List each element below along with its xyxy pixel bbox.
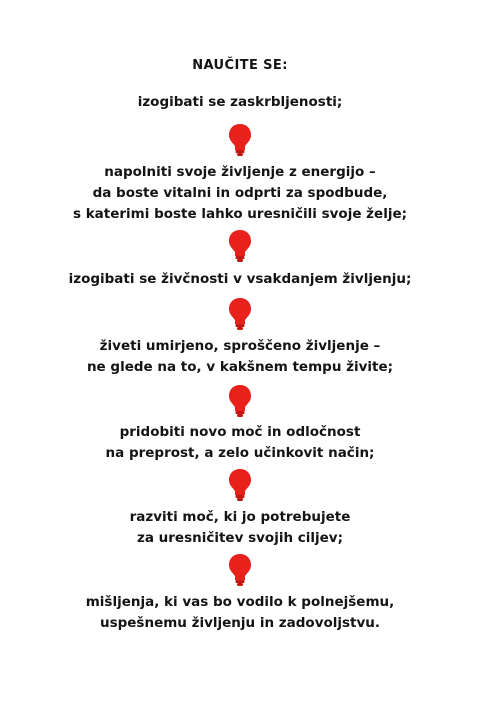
item-line: s katerimi boste lahko uresničili svoje želje;: [72, 206, 408, 222]
item-line: mišljenja, ki vas bo vodilo k polnejšemu,: [85, 594, 395, 610]
item-line: ne glede na to, v kakšnem tempu živite;: [86, 359, 394, 375]
item-line: da boste vitalni in odprti za spodbude,: [92, 185, 388, 201]
item-line: napolniti svoje življenje z energijo –: [104, 164, 376, 180]
list-item-3: [0, 269, 480, 290]
item-line: izogibati se zaskrbljenosti;: [137, 94, 343, 110]
lightbulb-icon: [227, 123, 253, 157]
lightbulb-icon: [227, 384, 253, 418]
list-item-2: [0, 162, 480, 225]
list-item-6: [0, 507, 480, 549]
lightbulb-icon: [227, 229, 253, 263]
list-item-4: [0, 336, 480, 378]
item-line: na preprost, a zelo učinkovit način;: [105, 445, 375, 461]
item-line: živeti umirjeno, sproščeno življenje –: [99, 338, 381, 354]
item-line: uspešnemu življenju in zadovoljstvu.: [99, 615, 381, 631]
lightbulb-icon: [227, 468, 253, 502]
item-line: za uresničitev svojih ciljev;: [136, 530, 344, 546]
list-item-5: [0, 422, 480, 464]
item-line: izogibati se živčnosti v vsakdanjem življenju;: [68, 271, 412, 287]
list-item-7: [0, 592, 480, 634]
lightbulb-icon: [227, 553, 253, 587]
item-line: razviti moč, ki jo potrebujete: [129, 509, 351, 525]
page-heading: NAUČITE SE:: [192, 58, 288, 73]
lightbulb-icon: [227, 297, 253, 331]
item-line: pridobiti novo moč in odločnost: [119, 424, 361, 440]
list-item-1: [0, 92, 480, 113]
